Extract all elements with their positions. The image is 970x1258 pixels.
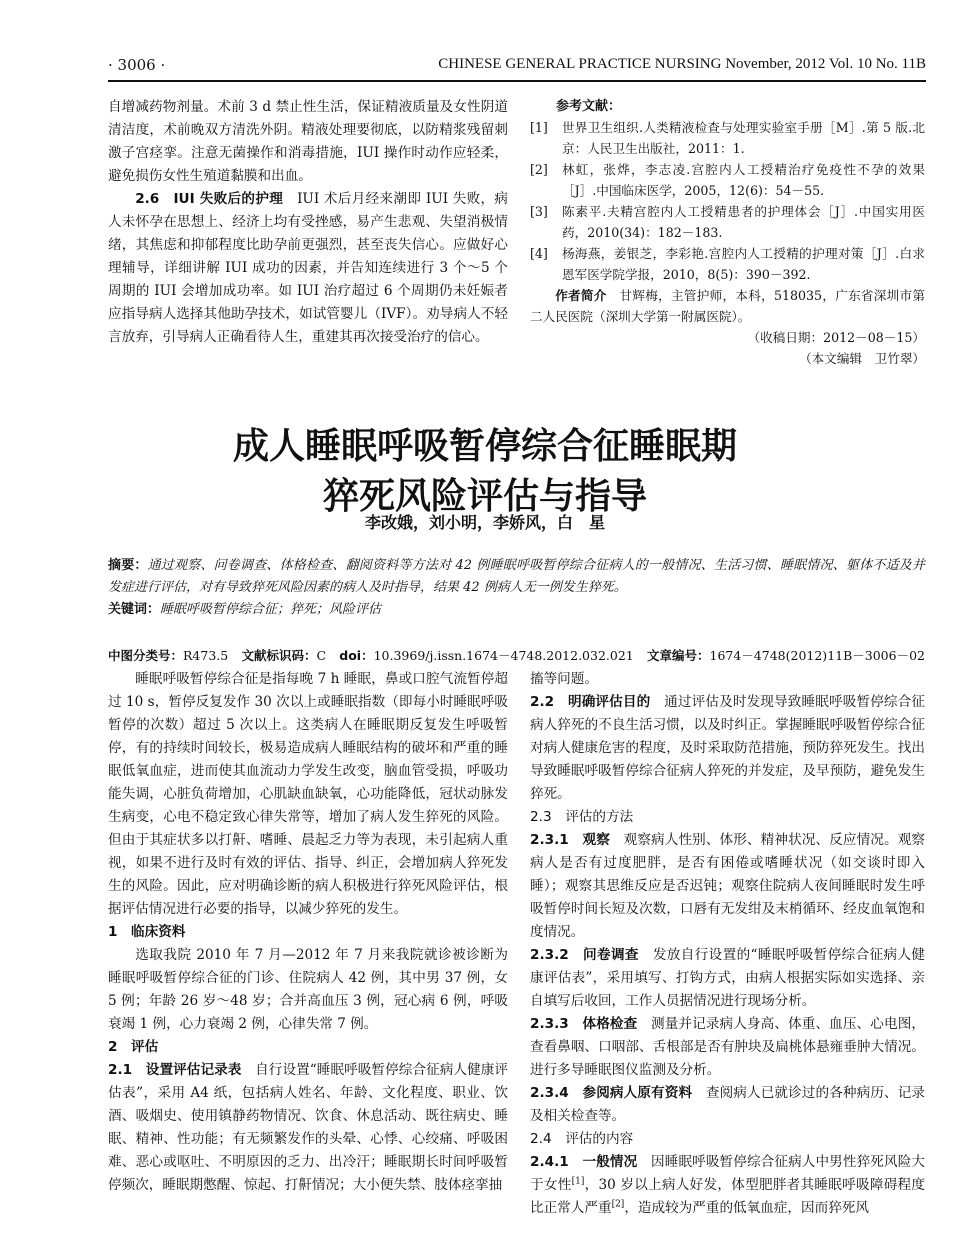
keywords <box>108 599 925 621</box>
paragraph: 睡眠呼吸暂停综合征是指每晚 7 h 睡眠，鼻或口腔气流暂停超过 10 s，暂停反复发作 30 次以上或睡眠指数（即每小时睡眠呼吸暂停的次数）超过 5 次以上。这类病人在睡眠期反复发生呼吸暂停，有的持续时间较长，极易造成病人睡眠结构的破坏和严重的睡眠低氧血症，进而使其血流动力学发生改变，脑血管受损，呼吸功能失调，心脏负荷增加，心肌缺血缺氧，心功能降低，冠状动脉发生病变，心电不稳定致心律失常等，增加了病人发生猝死的风险。但由于其症状多以打鼾、嗜睡、晨起乏力等为表现，未引起病人重视，如果不进行及时有效的评估、指导、纠正，会增加病人猝死发生的风险。因此，应对明确诊断的病人积极进行猝死风险评估，根据评估情况进行必要的指导，以减少猝死的发生。 <box>108 671 508 917</box>
doi-value: 10.3969/j.issn.1674－4748.2012.032.021 <box>373 648 634 663</box>
references-title: 参考文献： <box>556 99 622 114</box>
paragraph-text: 通过评估及时发现导致睡眠呼吸暂停综合征病人猝死的不良生活习惯，以及时纠正。掌握睡眠呼吸暂停综合征对病人健康危害的程度，及时采取防范措施，预防猝死发生。找出导致睡眠呼吸暂停综合征病人猝死的并发症，及早预防，避免发生猝死。 <box>530 694 926 802</box>
article-title-line-2: 猝死风险评估与指导 <box>322 476 647 517</box>
reference-number: [2] <box>530 162 548 177</box>
section-lead: 2.3.2 问卷调查 <box>530 947 639 963</box>
section-heading: 1 临床资料 <box>108 924 186 940</box>
prev-article-left-column <box>108 96 508 349</box>
article-title-line-1: 成人睡眠呼吸暂停综合征睡眠期 <box>232 426 737 467</box>
journal-running-title: CHINESE GENERAL PRACTICE NURSING November, 2012 Vol. 10 No. 11B <box>438 56 926 72</box>
section-lead: 2.4.1 一般情况 <box>530 1154 638 1170</box>
paragraph: 自增减药物剂量。术前 3 d 禁止性生活，保证精液质量及女性阴道清洁度，术前晚双方清洗外阴。精液处理要彻底，以防精浆残留刺激子宫痉挛。注意无菌操作和消毒措施，IUI 操作时动作应轻柔，避免损伤女性生殖道黏膜和出血。 <box>108 99 508 184</box>
received-date: （收稿日期：2012－08－15） <box>747 330 925 345</box>
section-lead: 2.1 设置评估记录表 <box>108 1062 242 1078</box>
paragraph <box>108 188 508 349</box>
paragraph <box>108 1059 508 1197</box>
abstract-label: 摘要： <box>108 558 148 573</box>
abstract <box>108 555 925 599</box>
author-info-text: 甘辉梅，主管护师，本科，518035，广东省深圳市第二人民医院（深圳大学第一附属医院）。 <box>530 288 926 324</box>
reference-text: 杨海燕，姜银芝，李彩艳.宫腔内人工授精的护理对策［J］.白求恩军医学院学报，2010，8(5)：390－392. <box>562 246 925 282</box>
article-no-value: 1674－4748(2012)11B－3006－02 <box>709 648 925 663</box>
section-lead: 2.6 IUI 失败后的护理 <box>135 191 284 207</box>
paragraph <box>530 829 925 944</box>
citation-superscript: [2] <box>611 1199 625 1210</box>
paragraph-text: 发放自行设置的“睡眠呼吸暂停综合征病人健康评估表”，采用填写、打钩方式，由病人根据实际如实选择、亲自填写后收回，工作人员据情况进行现场分析。 <box>530 947 926 1009</box>
paragraph: 搐等问题。 <box>530 671 598 687</box>
page-number: · 3006 · <box>108 56 166 74</box>
clc-code <box>108 646 228 664</box>
article-no-label: 文章编号： <box>646 648 710 663</box>
article-authors: 李改娥，刘小明，李娇风，白 星 <box>364 513 605 532</box>
author-info-label: 作者简介 <box>555 288 607 303</box>
doc-code-label: 文献标识码： <box>241 648 317 663</box>
keywords-label: 关键词： <box>108 602 161 617</box>
page-header <box>108 54 926 82</box>
paragraph-text: 因睡眠呼吸暂停综合征病人中男性猝死风险大于女性 <box>530 1154 925 1193</box>
reference-item <box>530 243 925 285</box>
paragraph <box>530 1013 925 1082</box>
doc-code-value: C <box>316 648 327 663</box>
paragraph-text: 自行设置“睡眠呼吸暂停综合征病人健康评估表”，采用 A4 纸，包括病人姓名、年龄、文化程度、职业、饮酒、吸烟史、使用镇静药物情况、饮食、休息活动、既往病史、睡眠、精神、性功能；有无频繁发作的头晕、心悸、心绞痛、呼吸困难、恶心或呕吐、不明原因的乏力、出冷汗；睡眠期长时间呼吸暂停频次，睡眠期憋醒、惊起、打鼾情况；大小便失禁、肢体痉挛抽 <box>108 1062 508 1193</box>
reference-item <box>530 201 925 243</box>
doi <box>339 646 634 664</box>
abstract-text: 通过观察、问卷调查、体格检查、翻阅资料等方法对 42 例睡眠呼吸暂停综合征病人的一般情况、生活习惯、睡眠情况、躯体不适及并发症进行评估，对有导致猝死风险因素的病人及时指导，结果 42 例病人无一例发生猝死。 <box>108 558 925 595</box>
section-lead: 2.2 明确评估目的 <box>530 694 651 710</box>
paragraph-text: ，30 岁以上病人好发，体型肥胖者其睡眠呼吸障碍程度比正常人严重 <box>530 1177 926 1216</box>
section-heading: 2.4 评估的内容 <box>530 1131 634 1147</box>
section-heading: 2 评估 <box>108 1039 159 1055</box>
doi-label: doi： <box>339 648 374 663</box>
body-right-column <box>530 668 925 1220</box>
citation-superscript: [1] <box>571 1176 585 1187</box>
article-number <box>647 646 925 664</box>
paragraph: 选取我院 2010 年 7 月—2012 年 7 月来我院就诊被诊断为睡眠呼吸暂停综合征的门诊、住院病人 42 例，其中男 37 例，女 5 例；年龄 26 岁～48 岁；合并高血压 3 例，冠心病 6 例，呼吸衰竭 1 例，心力衰竭 2 例，心律失常 7 例。 <box>108 947 508 1032</box>
prev-article-references <box>530 96 925 369</box>
reference-number: [3] <box>530 204 548 219</box>
paragraph <box>530 1082 925 1128</box>
paragraph <box>530 691 925 806</box>
reference-item <box>530 159 925 201</box>
reference-number: [1] <box>530 120 548 135</box>
paragraph <box>530 1151 925 1220</box>
paragraph-text: 测量并记录病人身高、体重、血压、心电图，查看鼻咽、口咽部、舌根部是否有肿块及扁桃体悬雍垂肿大情况。进行多导睡眠图仪监测及分析。 <box>530 1016 925 1078</box>
paragraph <box>530 944 925 1013</box>
classification-line <box>108 646 925 664</box>
clc-value: R473.5 <box>183 648 229 663</box>
reference-text: 林虹，张烨，李志凌.宫腔内人工授精治疗免疫性不孕的效果［J］.中国临床医学，2005，12(6)：54－55. <box>562 162 925 198</box>
author-info <box>530 285 925 327</box>
reference-text: 陈素平.夫精宫腔内人工授精患者的护理体会［J］.中国实用医药，2010(34)：182－183. <box>562 204 925 240</box>
clc-label: 中图分类号： <box>108 648 184 663</box>
section-lead: 2.3.1 观察 <box>530 832 610 848</box>
section-lead: 2.3.3 体格检查 <box>530 1016 638 1032</box>
document-code <box>241 646 326 664</box>
paragraph-text: ，造成较为严重的低氧血症，因而猝死风 <box>624 1200 869 1216</box>
paragraph-text: IUI 术后月经来潮即 IUI 失败，病人未怀孕在思想上、经济上均有受挫感，易产生悲观、失望消极情绪，其焦虑和抑郁程度比助孕前更强烈，甚至丧失信心。应做好心理辅导，详细讲解 IUI 成功的因素，并告知连续进行 3 个～5 个周期的 IUI 会增加成功率。如 IUI 治疗超过 6 个周期仍未妊娠者应指导病人选择其他助孕技术，如试管婴儿（IVF）。劝导病人不轻言放弃，引导病人正确看待人生，重建其再次接受治疗的信心。 <box>108 191 509 345</box>
reference-item <box>530 117 925 159</box>
paragraph-text: 观察病人性别、体形、精神状况、反应情况。观察病人是否有过度肥胖，是否有困倦或嗜睡状况（如交谈时即入睡）；观察其思维反应是否迟钝；观察住院病人夜间睡眠时发生呼吸暂停时间长短及次数，口唇有无发绀及末梢循环、经皮血氧饱和度情况。 <box>530 832 925 940</box>
section-lead: 2.3.4 参阅病人原有资料 <box>530 1085 693 1101</box>
section-heading: 2.3 评估的方法 <box>530 809 634 825</box>
body-left-column <box>108 668 508 1197</box>
reference-text: 世界卫生组织.人类精液检查与处理实验室手册［M］.第 5 版.北京：人民卫生出版社，2011：1. <box>562 120 925 156</box>
reference-number: [4] <box>530 246 548 261</box>
paragraph-text: 查阅病人已就诊过的各种病历、记录及相关检查等。 <box>530 1085 926 1124</box>
editor-note: （本文编辑 卫竹翠） <box>799 351 925 366</box>
keywords-text: 睡眠呼吸暂停综合征；猝死；风险评估 <box>160 602 382 617</box>
